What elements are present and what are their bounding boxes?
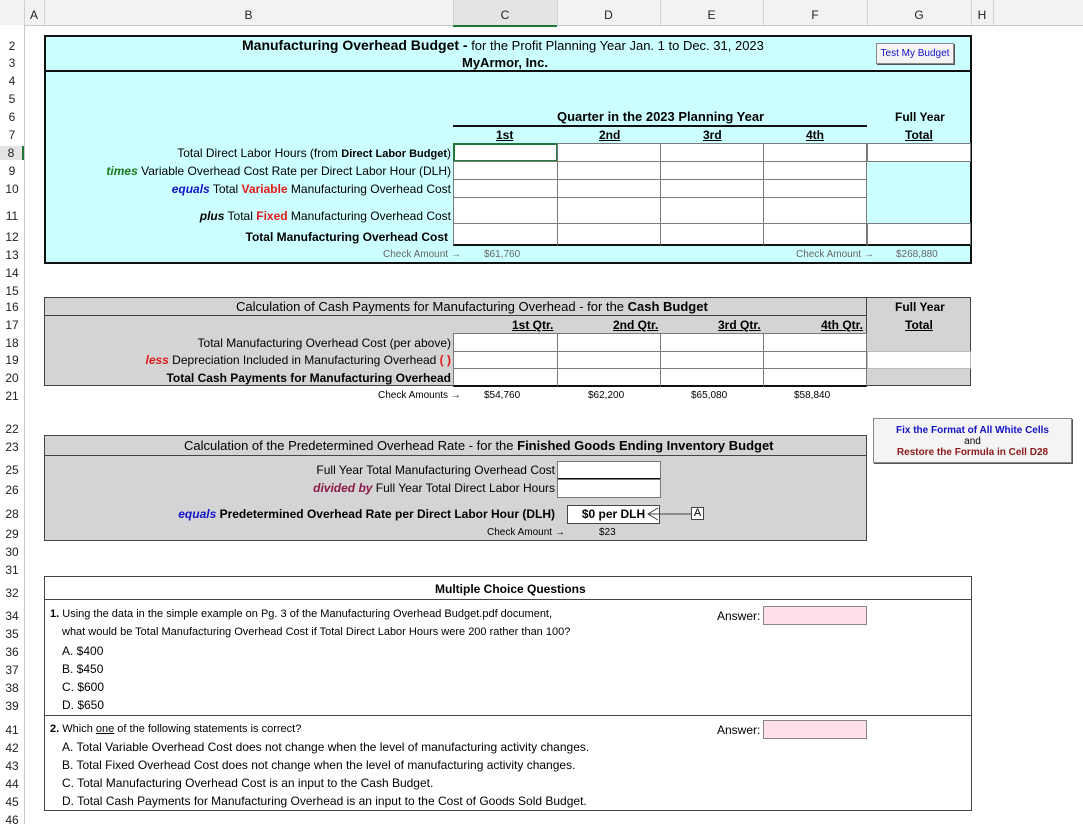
col-header-f[interactable]: F bbox=[763, 0, 867, 26]
row-header[interactable]: 6 bbox=[8, 110, 16, 124]
input-cell-c12[interactable] bbox=[453, 223, 558, 246]
cash-q1-header: 1st Qtr. bbox=[512, 318, 554, 332]
input-cell-d12[interactable] bbox=[557, 223, 661, 246]
row-header[interactable]: 11 bbox=[5, 209, 19, 223]
input-cell-c25[interactable] bbox=[557, 461, 661, 480]
input-cell-f19[interactable] bbox=[763, 351, 867, 369]
row-header[interactable]: 35 bbox=[5, 627, 19, 641]
input-cell-e9[interactable] bbox=[660, 161, 764, 180]
predetermined-rate-result[interactable]: $0 per DLH bbox=[567, 505, 660, 524]
answer-1-input[interactable] bbox=[763, 606, 867, 625]
row-header[interactable]: 34 bbox=[5, 609, 19, 623]
row-header[interactable]: 46 bbox=[5, 813, 19, 827]
row-header[interactable]: 37 bbox=[5, 663, 19, 677]
budget-title: Manufacturing Overhead Budget - for the Profit Planning Year Jan. 1 to Dec. 31, 2023 bbox=[242, 37, 764, 53]
question-1-line1: 1. Using the data in the simple example on Pg. 3 of the Manufacturing Overhead Budget.pdf document, bbox=[50, 608, 553, 620]
input-cell-e11[interactable] bbox=[660, 197, 764, 224]
input-cell-e10[interactable] bbox=[660, 179, 764, 198]
row-header[interactable]: 2 bbox=[8, 39, 16, 53]
question-2-option-a: A. Total Variable Overhead Cost does not change when the level of manufacturing activity changes. bbox=[62, 740, 590, 754]
row-header[interactable]: 23 bbox=[5, 440, 19, 454]
input-cell-e8[interactable] bbox=[660, 143, 764, 162]
col-header-e[interactable]: E bbox=[660, 0, 763, 26]
arrow-left-icon bbox=[645, 506, 693, 522]
row-header[interactable]: 17 bbox=[5, 318, 19, 332]
input-cell-f9[interactable] bbox=[763, 161, 867, 180]
input-cell-d20[interactable] bbox=[557, 368, 661, 387]
question-1-option-b: B. $450 bbox=[62, 662, 104, 676]
check-amounts-label: Check Amounts → bbox=[378, 390, 461, 401]
row9-label: times Variable Overhead Cost Rate per Direct Labor Hour (DLH) bbox=[106, 164, 451, 178]
rate-check-amount-label: Check Amount → bbox=[487, 527, 565, 538]
row-header[interactable]: 19 bbox=[5, 353, 19, 367]
input-cell-d19[interactable] bbox=[557, 351, 661, 369]
input-cell-c19[interactable] bbox=[453, 351, 558, 369]
input-cell-f10[interactable] bbox=[763, 179, 867, 198]
row-header[interactable]: 22 bbox=[5, 422, 19, 436]
full-year-header: Full Year bbox=[895, 110, 945, 124]
question-2-line1: 2. Which one of the following statements is correct? bbox=[50, 723, 302, 735]
input-cell-c8[interactable] bbox=[453, 143, 558, 162]
row-header[interactable]: 30 bbox=[5, 545, 19, 559]
row-header[interactable]: 15 bbox=[5, 284, 19, 298]
input-cell-d8[interactable] bbox=[557, 143, 661, 162]
row10-label: equals Total Variable Manufacturing Overhead Cost bbox=[171, 182, 451, 196]
mcq-title: Multiple Choice Questions bbox=[435, 582, 586, 596]
row8-label: Total Direct Labor Hours (from Direct Labor Budget) bbox=[177, 146, 451, 160]
check-amount-label-1: Check Amount → bbox=[383, 249, 461, 260]
quarter-2-header: 2nd bbox=[599, 128, 621, 142]
cash-total-header: Total bbox=[905, 318, 933, 332]
row-header[interactable]: 29 bbox=[5, 527, 19, 541]
marker-a-box: A bbox=[691, 507, 704, 520]
question-2-option-d: D. Total Cash Payments for Manufacturing Overhead is an input to the Cost of Goods Sold Budget. bbox=[62, 794, 587, 808]
check-amount-label-2: Check Amount → bbox=[796, 249, 874, 260]
input-cell-g19[interactable] bbox=[867, 351, 971, 369]
rate-check-amount-value: $23 bbox=[599, 527, 616, 538]
row18-label: Total Manufacturing Overhead Cost (per above) bbox=[197, 336, 451, 350]
input-cell-c26[interactable] bbox=[557, 479, 661, 498]
row-header[interactable]: 14 bbox=[5, 266, 19, 280]
row-header[interactable]: 20 bbox=[5, 371, 19, 385]
input-cell-d10[interactable] bbox=[557, 179, 661, 198]
row12-label: Total Manufacturing Overhead Cost bbox=[245, 230, 448, 244]
row-header[interactable]: 21 bbox=[5, 389, 19, 403]
row-header[interactable]: 8 bbox=[0, 146, 24, 160]
quarter-4-header: 4th bbox=[806, 128, 824, 142]
check-amounts-q1: $54,760 bbox=[484, 390, 521, 401]
row28-label: equals Predetermined Overhead Rate per Direct Labor Hour (DLH) bbox=[178, 507, 555, 521]
row20-label: Total Cash Payments for Manufacturing Overhead bbox=[166, 371, 451, 385]
row-header[interactable]: 13 bbox=[5, 248, 19, 262]
corner-cell[interactable] bbox=[0, 0, 24, 26]
col-header-b[interactable]: B bbox=[44, 0, 453, 26]
input-cell-d11[interactable] bbox=[557, 197, 661, 224]
row-header[interactable]: 44 bbox=[5, 777, 19, 791]
check-amounts-q3: $65,080 bbox=[691, 390, 728, 401]
fix-format-button[interactable] bbox=[873, 418, 1072, 463]
input-cell-c18[interactable] bbox=[453, 333, 558, 352]
quarter-header: Quarter in the 2023 Planning Year bbox=[557, 109, 765, 124]
input-cell-f8[interactable] bbox=[763, 143, 867, 162]
col-header-g[interactable]: G bbox=[867, 0, 971, 26]
row-header[interactable]: 28 bbox=[5, 507, 19, 521]
row26-label: divided by Full Year Total Direct Labor Hours bbox=[313, 481, 555, 495]
cash-q2-header: 2nd Qtr. bbox=[613, 318, 659, 332]
input-cell-f12[interactable] bbox=[763, 223, 867, 246]
input-cell-d18[interactable] bbox=[557, 333, 661, 352]
input-cell-e20[interactable] bbox=[660, 368, 764, 387]
row-header[interactable]: 25 bbox=[5, 463, 19, 477]
row-header[interactable]: 10 bbox=[5, 182, 19, 196]
test-my-budget-button[interactable]: Test My Budget bbox=[876, 43, 954, 64]
col-header-d[interactable]: D bbox=[557, 0, 660, 26]
input-cell-e18[interactable] bbox=[660, 333, 764, 352]
fix-format-line3: Restore the Formula in Cell D28 bbox=[896, 447, 1049, 458]
row-header[interactable]: 16 bbox=[5, 300, 19, 314]
col-header-rest bbox=[993, 0, 1083, 26]
check-amount-value-2: $268,880 bbox=[896, 249, 938, 260]
quarter-1-header: 1st bbox=[496, 128, 514, 142]
cash-title: Calculation of Cash Payments for Manufacturing Overhead - for the Cash Budget bbox=[236, 299, 708, 314]
quarter-3-header: 3rd bbox=[703, 128, 722, 142]
answer-2-label: Answer: bbox=[717, 723, 761, 737]
question-1-option-a: A. $400 bbox=[62, 644, 104, 658]
question-1-line2: what would be Total Manufacturing Overhead Cost if Total Direct Labor Hours were 200 rather than 100? bbox=[62, 626, 571, 638]
row-header[interactable]: 42 bbox=[5, 741, 19, 755]
input-cell-f11[interactable] bbox=[763, 197, 867, 224]
row-header[interactable]: 12 bbox=[5, 230, 19, 244]
row-header[interactable]: 4 bbox=[8, 74, 16, 88]
row-header[interactable]: 31 bbox=[5, 563, 19, 577]
input-cell-g8[interactable] bbox=[867, 143, 971, 162]
fix-format-line1: Fix the Format of All White Cells bbox=[896, 425, 1049, 436]
col-header-a[interactable]: A bbox=[24, 0, 44, 26]
col-header-h[interactable]: H bbox=[971, 0, 993, 26]
row25-label: Full Year Total Manufacturing Overhead Cost bbox=[316, 463, 555, 477]
input-cell-e19[interactable] bbox=[660, 351, 764, 369]
answer-2-input[interactable] bbox=[763, 720, 867, 739]
question-2-option-b: B. Total Fixed Overhead Cost does not change when the level of manufacturing activity changes. bbox=[62, 758, 576, 772]
fix-format-line2: and bbox=[964, 436, 981, 447]
col-header-c[interactable]: C bbox=[453, 0, 557, 27]
row-header[interactable]: 7 bbox=[8, 128, 16, 142]
check-amounts-q4: $58,840 bbox=[794, 390, 831, 401]
input-cell-c10[interactable] bbox=[453, 179, 558, 198]
row-header[interactable]: 32 bbox=[5, 586, 19, 600]
rate-title: Calculation of the Predetermined Overhead Rate - for the Finished Goods Ending Inventory Budget bbox=[184, 438, 774, 453]
input-cell-c20[interactable] bbox=[453, 368, 558, 387]
row19-label: less Depreciation Included in Manufacturing Overhead ( ) bbox=[145, 353, 451, 367]
row-header[interactable]: 43 bbox=[5, 759, 19, 773]
row-header[interactable]: 26 bbox=[5, 483, 19, 497]
row-header[interactable]: 9 bbox=[8, 164, 16, 178]
row-header[interactable]: 38 bbox=[5, 681, 19, 695]
input-cell-c9[interactable] bbox=[453, 161, 558, 180]
input-cell-c11[interactable] bbox=[453, 197, 558, 224]
check-amounts-q2: $62,200 bbox=[588, 390, 625, 401]
question-1-option-d: D. $650 bbox=[62, 698, 105, 712]
cash-q3-header: 3rd Qtr. bbox=[718, 318, 761, 332]
input-cell-d9[interactable] bbox=[557, 161, 661, 180]
input-cell-f18[interactable] bbox=[763, 333, 867, 352]
total-header: Total bbox=[905, 128, 933, 142]
question-2-option-c: C. Total Manufacturing Overhead Cost is an input to the Cash Budget. bbox=[62, 776, 434, 790]
input-cell-e12[interactable] bbox=[660, 223, 764, 246]
row-header[interactable]: 45 bbox=[5, 795, 19, 809]
row-header[interactable]: 41 bbox=[5, 723, 19, 737]
company-name: MyArmor, Inc. bbox=[462, 55, 548, 70]
input-cell-g12[interactable] bbox=[867, 223, 971, 246]
row-header[interactable]: 18 bbox=[5, 336, 19, 350]
cash-q4-header: 4th Qtr. bbox=[821, 318, 864, 332]
row-header[interactable]: 39 bbox=[5, 699, 19, 713]
row-header[interactable]: 5 bbox=[8, 92, 16, 106]
question-1-option-c: C. $600 bbox=[62, 680, 105, 694]
answer-1-label: Answer: bbox=[717, 609, 761, 623]
check-amount-value-1: $61,760 bbox=[484, 249, 521, 260]
cash-full-year-header: Full Year bbox=[895, 300, 945, 314]
row-header[interactable]: 36 bbox=[5, 645, 19, 659]
row-header[interactable]: 3 bbox=[8, 56, 16, 70]
input-cell-f20[interactable] bbox=[763, 368, 867, 387]
row11-label: plus Total Fixed Manufacturing Overhead Cost bbox=[199, 209, 451, 223]
